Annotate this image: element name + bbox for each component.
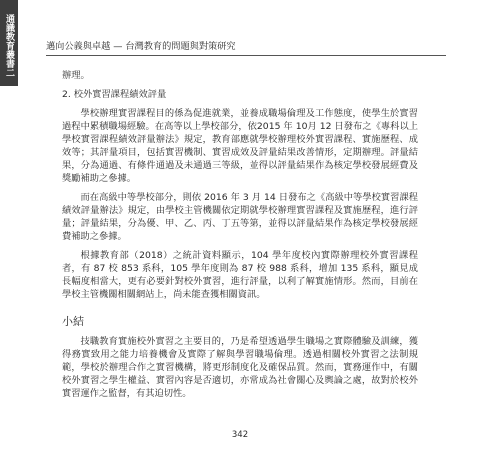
header-rule [46,55,446,56]
page-number: 342 [231,430,249,440]
paragraph: 技職教育實施校外實習之主要目的，乃是希望透過學生職場之實際體驗及訓練，獲得務實致用之能力培養機會及實際了解與學習職場倫理。透過相關校外實習之法制規範，學校於辦理合作之實習機構，將更形制度化及確保品質。然而，實務運作中，有關校外實習之學生權益、實習內容是否適切，亦常成為社會關心及輿論之處，故對於校外實習運作之監督，有其迫切性。 [62,336,418,399]
page-content [62,69,418,406]
side-tab [0,0,18,86]
section-title: 2. 校外實習課程績效評量 [62,89,167,100]
carry-over-text: 辦理。 [62,70,90,81]
spacer [62,307,418,315]
paragraph: 根據教育部（2018）之統計資料顯示，104 學年度校內實際辦理校外實習課程者，有 87 校 853 系科，105 學年度則為 87 校 988 系科，增加 135 系科，顯見成長幅度相當大，更有必要針對校外實習，進行評量，以利了解實施情形。然而，目前在學校主管機關相關網站上，尚未能查獲相關資訊。 [62,250,418,300]
paragraph: 學校辦理實習課程目的係為促進就業，並養成職場倫理及工作態度，使學生於實習過程中累積職場經驗。在高等以上學校部分，依2015 年 10月 12 日發布之《專科以上學校實習課程績效評量辦法》規定，教育部應就學校辦理校外實習課程、實施歷程、成效等；其評量項目，包括實習機制、實習成效及評量結果改善情形，定期辦理。評量結果，分為通過、有條件通過及未通過三等級，並得以評量結果作為核定學校發展經費及獎勵補助之參據。 [62,108,418,184]
paragraph: 而在高級中等學校部分，則依 2016 年 3 月 14 日發布之《高級中等學校實習課程績效評量辦法》規定，由學校主管機關依定期就學校辦理實習課程及實施歷程，進行評量；評量結果，分為優、甲、乙、丙、丁五等第，並得以評量結果作為核定學校發展經費補助之參據。 [62,192,418,242]
side-tab-label: 通識教育叢書二 [4,14,14,77]
summary-title: 小結 [62,315,84,328]
running-header: 邁向公義與卓越 — 台灣教育的問題與對策研究 [46,41,236,52]
